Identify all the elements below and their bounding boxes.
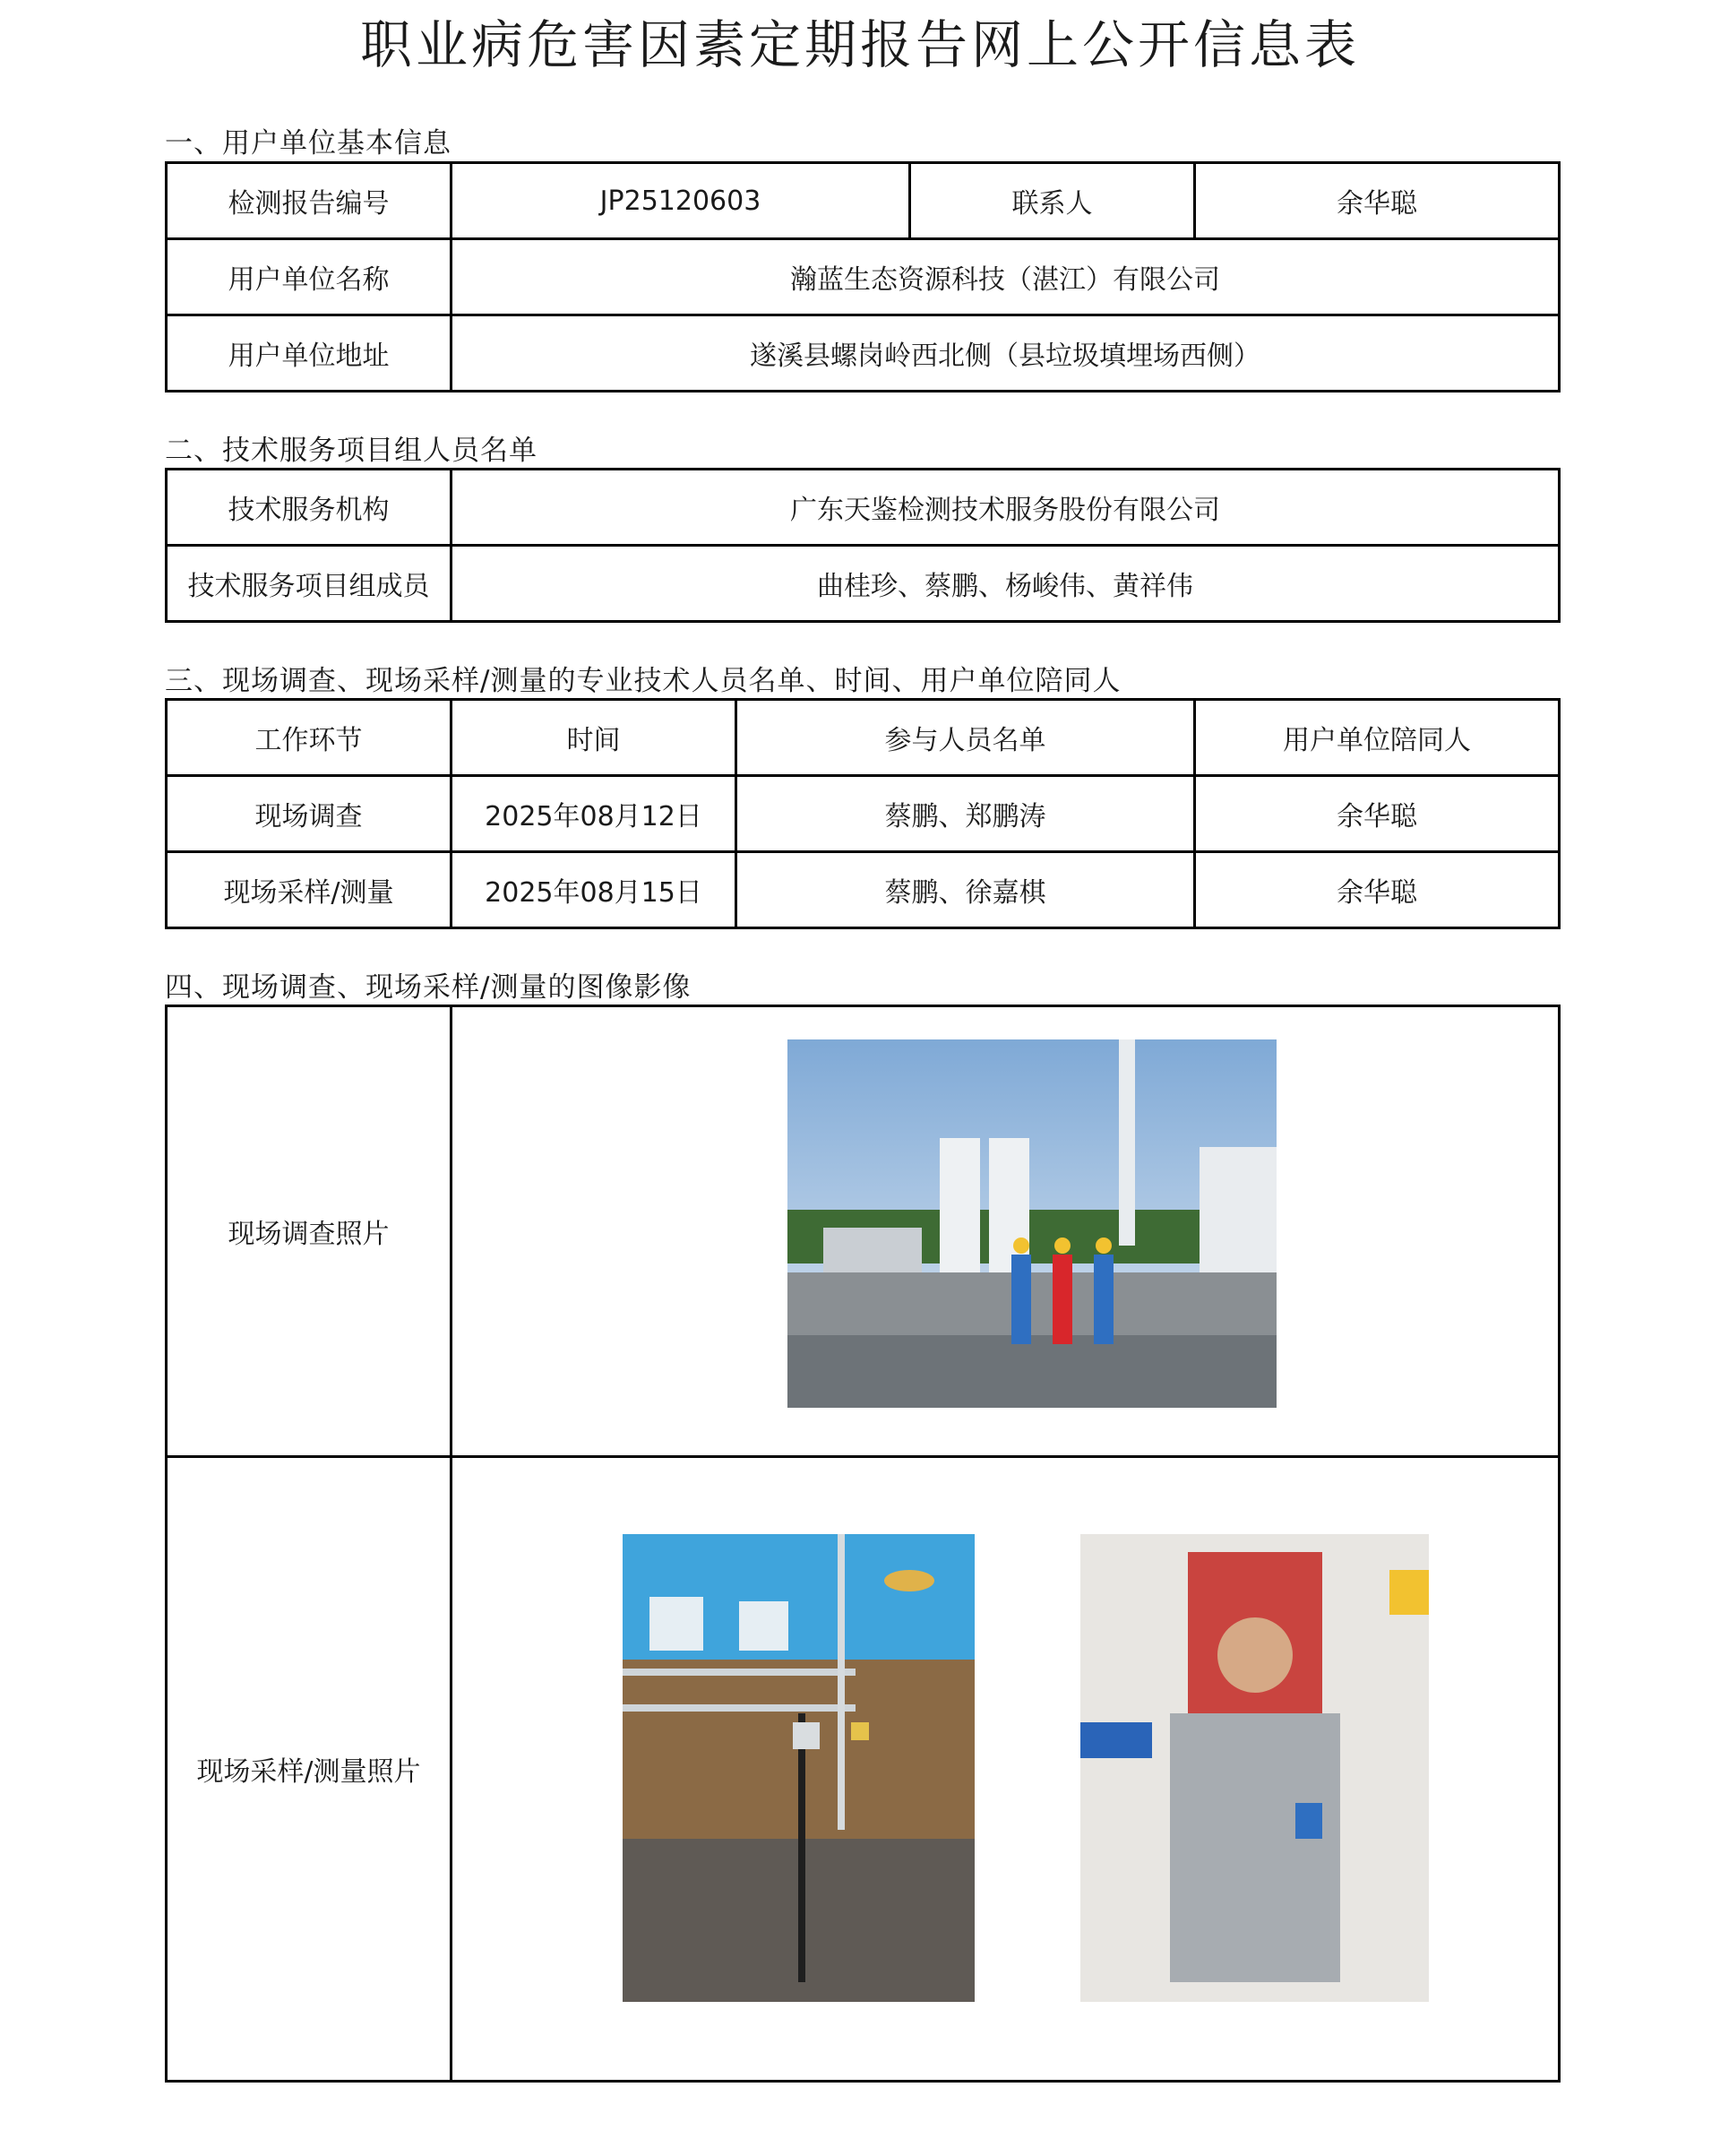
unit-name-label: 用户单位名称 [167,239,452,315]
col-header-staff: 参与人员名单 [736,700,1195,776]
row-companion: 余华聪 [1195,776,1560,852]
org-value: 广东天鉴检测技术服务股份有限公司 [452,470,1560,546]
row-stage: 现场采样/测量 [167,852,452,928]
sampling-photo-worker [1080,1534,1429,2002]
survey-photo-label: 现场调查照片 [167,1006,452,1457]
col-header-date: 时间 [452,700,736,776]
row-stage: 现场调查 [167,776,452,852]
report-no-label: 检测报告编号 [167,163,452,239]
row-staff: 蔡鹏、徐嘉棋 [736,852,1195,928]
unit-info-table [165,161,1561,392]
contact-label: 联系人 [910,163,1195,239]
survey-photo [787,1039,1277,1408]
page-title: 职业病危害因素定期报告网上公开信息表 [359,14,1360,75]
row-companion: 余华聪 [1195,852,1560,928]
sampling-photo-cell [452,1457,1560,2082]
row-date: 2025年08月15日 [452,852,736,928]
project-team-table [165,468,1561,623]
row-date: 2025年08月12日 [452,776,736,852]
table-row [167,852,1560,928]
members-value: 曲桂珍、蔡鹏、杨峻伟、黄祥伟 [452,546,1560,622]
table-row [167,776,1560,852]
photo-table [165,1005,1561,2083]
section3-heading: 三、现场调查、现场采样/测量的专业技术人员名单、时间、用户单位陪同人 [165,665,1122,697]
sampling-photo-equipment [623,1534,975,2002]
contact-value: 余华聪 [1195,163,1560,239]
org-label: 技术服务机构 [167,470,452,546]
col-header-companion: 用户单位陪同人 [1195,700,1560,776]
col-header-stage: 工作环节 [167,700,452,776]
sampling-photo-label: 现场采样/测量照片 [167,1457,452,2082]
section1-heading: 一、用户单位基本信息 [165,127,452,160]
fieldwork-table [165,698,1561,929]
section4-heading: 四、现场调查、现场采样/测量的图像影像 [165,971,692,1004]
section2-heading: 二、技术服务项目组人员名单 [165,435,538,467]
members-label: 技术服务项目组成员 [167,546,452,622]
unit-name-value: 瀚蓝生态资源科技（湛江）有限公司 [452,239,1560,315]
unit-address-label: 用户单位地址 [167,315,452,392]
survey-photo-cell [452,1006,1560,1457]
report-no-value: JP25120603 [452,163,910,239]
unit-address-value: 遂溪县螺岗岭西北侧（县垃圾填埋场西侧） [452,315,1560,392]
row-staff: 蔡鹏、郑鹏涛 [736,776,1195,852]
